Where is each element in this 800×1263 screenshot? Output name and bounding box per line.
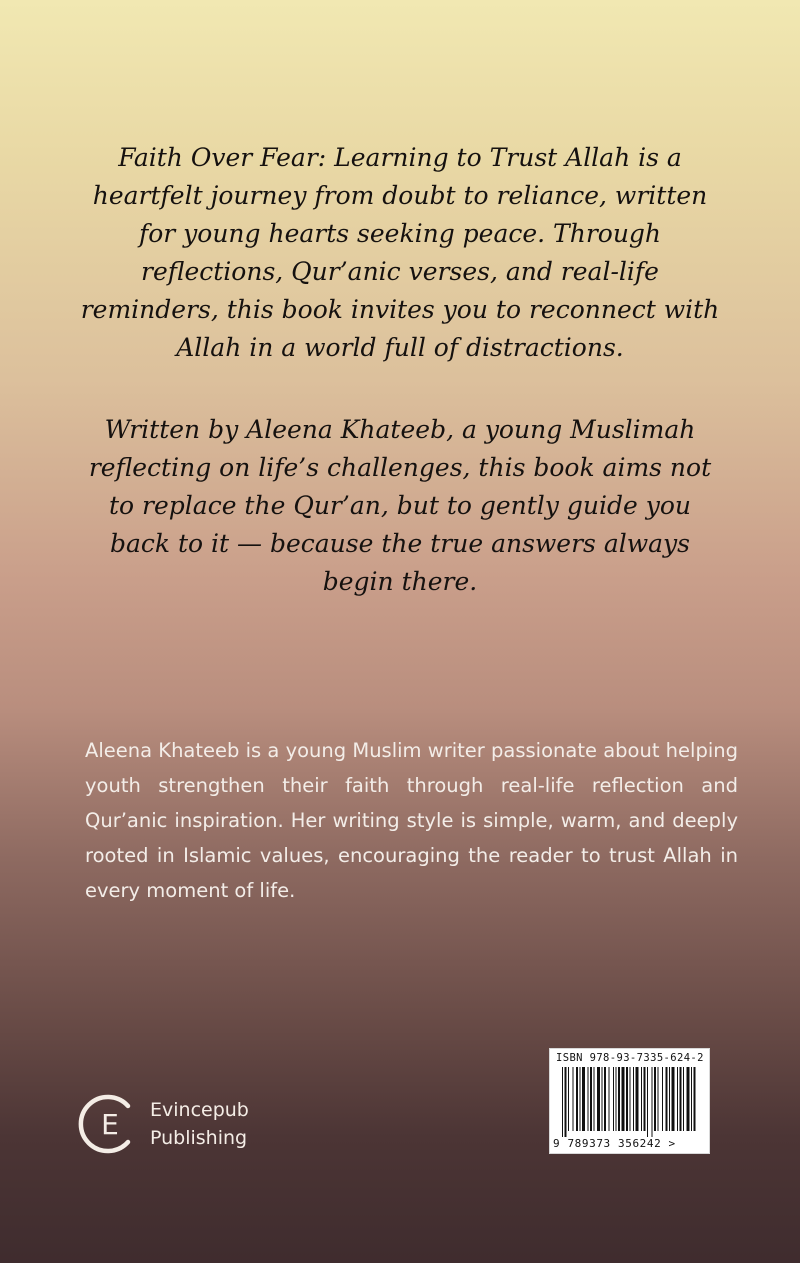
barcode-bar xyxy=(594,1067,595,1131)
barcode-bar xyxy=(644,1067,646,1131)
barcode-bar xyxy=(588,1067,589,1131)
barcode-bar xyxy=(669,1067,670,1131)
barcode-bar xyxy=(662,1067,663,1131)
publisher-logo-icon xyxy=(78,1092,142,1156)
isbn-label: ISBN 978-93-7335-624-2 xyxy=(556,1052,704,1064)
isbn-barcode xyxy=(549,1048,710,1154)
blurb-paragraph-1: Faith Over Fear: Learning to Trust Allah is a heartfelt journey from doubt to reliance, written for young hearts seeking peace. Through reflections, Qur’anic verses, and real-life reminders, this book invites you to reconnect with Allah in a world full of distractions. xyxy=(80,143,720,362)
barcode-bar xyxy=(683,1067,684,1131)
barcode-bar xyxy=(658,1067,659,1131)
publisher-name-line-1: Evincepub xyxy=(150,1099,249,1121)
barcode-bar xyxy=(602,1067,603,1131)
barcode-bar xyxy=(630,1067,631,1131)
barcode-bar xyxy=(636,1067,639,1131)
author-bio: Aleena Khateeb is a young Muslim writer passionate about helping youth strengthen their faith through real-life reflection and Qur’anic inspiration. Her writing style is simple, warm, and deeply rooted in Islamic values, encouraging the reader to trust Allah in every moment of life. xyxy=(85,739,738,902)
barcode-bar xyxy=(652,1067,653,1137)
barcode-bar xyxy=(647,1067,648,1137)
publisher-name-line-2: Publishing xyxy=(150,1127,248,1149)
barcode-bar xyxy=(597,1067,600,1131)
barcode-digits: 9 789373 356242 > xyxy=(553,1137,676,1150)
barcode-bar xyxy=(580,1067,581,1131)
barcode-bars xyxy=(560,1067,701,1137)
barcode-bar xyxy=(677,1067,678,1131)
barcode-bar xyxy=(687,1067,690,1131)
barcode-bar xyxy=(565,1067,567,1137)
barcode-bar xyxy=(680,1067,682,1131)
barcode-bar xyxy=(613,1067,614,1131)
barcode-bar xyxy=(626,1067,628,1131)
barcode-bar xyxy=(568,1067,569,1131)
publisher-logo-letter: E xyxy=(101,1108,119,1141)
barcode-bar xyxy=(672,1067,675,1131)
barcode-bar xyxy=(590,1067,592,1131)
barcode-bar xyxy=(654,1067,656,1131)
barcode-bar xyxy=(604,1067,606,1131)
barcode-bar xyxy=(633,1067,634,1131)
barcode-bar xyxy=(622,1067,625,1131)
barcode-bar xyxy=(618,1067,620,1131)
barcode-bar xyxy=(691,1067,692,1131)
barcode-bar xyxy=(666,1067,668,1131)
barcode-bar xyxy=(609,1067,610,1131)
barcode-bar xyxy=(616,1067,617,1131)
barcode-bar xyxy=(641,1067,642,1131)
publisher-logo xyxy=(78,1092,268,1162)
blurb-paragraph-2: Written by Aleena Khateeb, a young Muslimah reflecting on life’s challenges, this book aims not to replace the Qur’an, but to gently guide you back to it — because the true answers always begin there. xyxy=(88,415,712,596)
barcode-bar xyxy=(573,1067,574,1131)
barcode-bar xyxy=(694,1067,696,1131)
barcode-bar xyxy=(582,1067,585,1131)
barcode-bar xyxy=(576,1067,578,1131)
barcode-bar xyxy=(562,1067,563,1137)
